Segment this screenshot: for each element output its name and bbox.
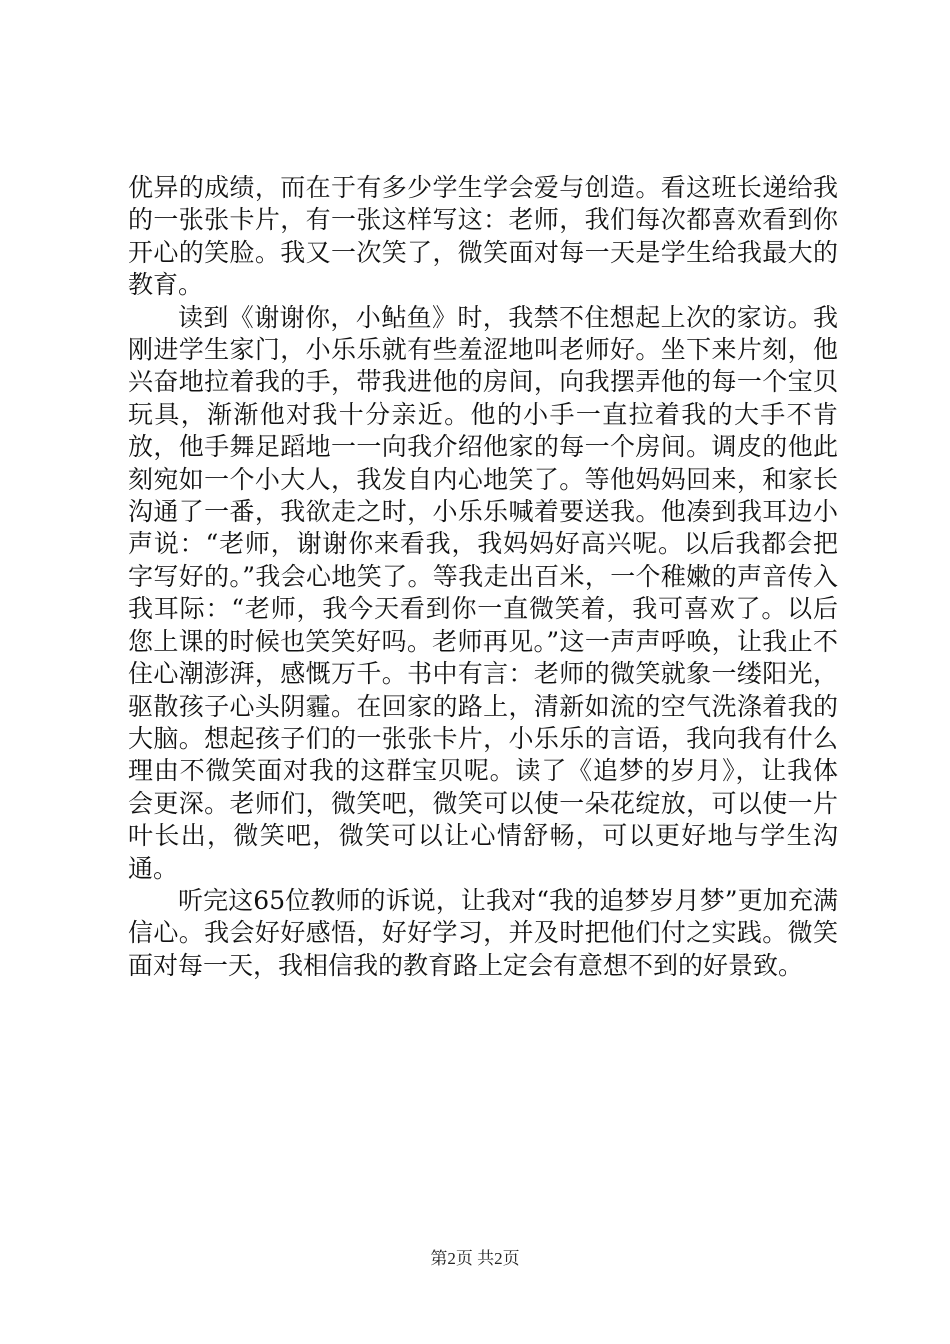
document-body	[128, 172, 838, 982]
paragraph-2: 读到《谢谢你，小鲇鱼》时，我禁不住想起上次的家访。我刚进学生家门，小乐乐就有些羞涩地叫老师好。坐下来片刻，他兴奋地拉着我的手，带我进他的房间，向我摆弄他的每一个宝贝玩具，渐渐他对我十分亲近。他的小手一直拉着我的大手不肯放，他手舞足蹈地一一向我介绍他家的每一个房间。调皮的他此刻宛如一个小大人，我发自内心地笑了。等他妈妈回来，和家长沟通了一番，我欲走之时，小乐乐喊着要送我。他凑到我耳边小声说：“老师，谢谢你来看我，我妈妈好高兴呢。以后我都会把字写好的。”我会心地笑了。等我走出百米，一个稚嫩的声音传入我耳际：“老师，我今天看到你一直微笑着，我可喜欢了。以后您上课的时候也笑笑好吗。老师再见。”这一声声呼唤，让我止不住心潮澎湃，感慨万千。书中有言：老师的微笑就象一缕阳光，驱散孩子心头阴霾。在回家的路上，清新如流的空气洗涤着我的大脑。想起孩子们的一张张卡片，小乐乐的言语，我向我有什么理由不微笑面对我的这群宝贝呢。读了《追梦的岁月》，让我体会更深。老师们，微笑吧，微笑可以使一朵花绽放，可以使一片叶长出，微笑吧，微笑可以让心情舒畅，可以更好地与学生沟通。	[128, 302, 838, 883]
page-footer: 第2页 共2页	[430, 1249, 520, 1268]
paragraph-3: 听完这65位教师的诉说，让我对“我的追梦岁月梦”更加充满信心。我会好好感悟，好好学习，并及时把他们付之实践。微笑面对每一天，我相信我的教育路上定会有意想不到的好景致。	[128, 885, 838, 980]
paragraph-1: 优异的成绩，而在于有多少学生学会爱与创造。看这班长递给我的一张张卡片，有一张这样写这：老师，我们每次都喜欢看到你开心的笑脸。我又一次笑了，微笑面对每一天是学生给我最大的教育。	[128, 173, 838, 300]
